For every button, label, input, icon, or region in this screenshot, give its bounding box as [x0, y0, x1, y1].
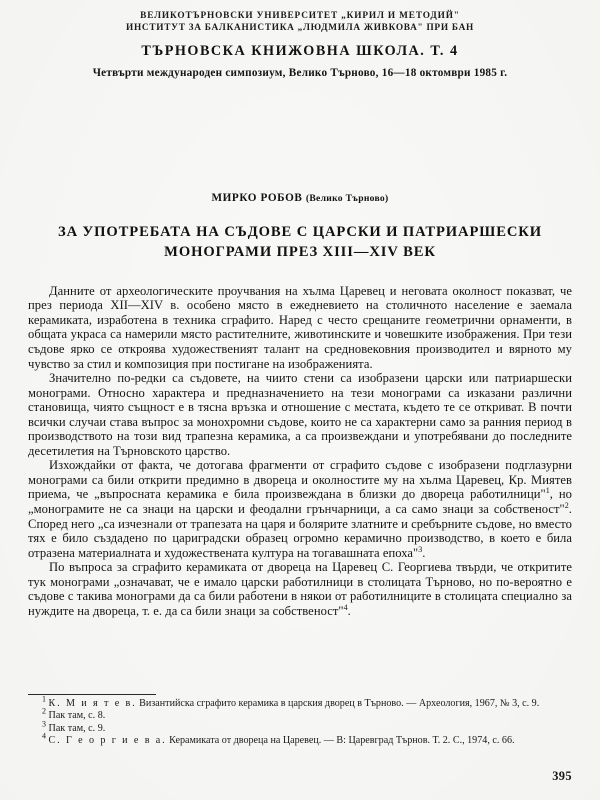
footnote-3-text: Пак там, с. 9.	[48, 722, 106, 734]
author-name: МИРКО РОБОВ	[211, 191, 303, 204]
footnote-4-author: С. Г е о р г и е в а.	[48, 734, 167, 746]
footnote-ref-1[interactable]: 1	[545, 486, 550, 496]
footnote-2-text: Пак там, с. 8.	[48, 710, 106, 722]
paragraph-4-part-a: По въпроса за сграфито керамиката от двореца на Царевец С. Георгиева твърди, че откритите тук монограми „означават, че е имало царски работилници в столицата Търново, но по-вероятно е съдове с такива монограми да са били работени в някои от работилниците в столицата специално за нуждите на двореца, т. е. да са били знаци за собственост"	[28, 560, 572, 618]
paragraph-3-part-b: , но „монограмите не са знаци на царски и феодални грънчарници, а са само знаци за собственост"	[28, 487, 572, 517]
paragraph-4-part-b: .	[347, 603, 351, 618]
footnote-3	[28, 719, 572, 735]
article-author	[28, 192, 572, 204]
symposium-line: Четвърти международен симпозиум, Велико Търново, 16—18 октомври 1985 г.	[92, 66, 508, 79]
footnote-3-marker: 3	[42, 719, 46, 729]
footnote-4	[28, 731, 572, 747]
footnote-ref-4[interactable]: 4	[343, 602, 348, 612]
footnote-1-text: Византийска сграфито керамика в царския дворец в Търново. — Археология, 1967, № 3, с. 9.	[136, 698, 540, 709]
footnote-2-marker: 2	[42, 706, 46, 716]
running-head-line-1: ВЕЛИКОТЪРНОВСКИ УНИВЕРСИТЕТ „КИРИЛ И МЕТОДИЙ"	[140, 11, 460, 21]
footnote-ref-3[interactable]: 3	[418, 544, 423, 554]
paragraph-3-part-c: . Според него „са изчезнали от трапезата на царя и болярите златните и сребърните съдове, но вместо тях е било създадено по цариградски образец огромно керамично производство, в което е била отразена материалната и художествената култура на тогавашната епоха"	[28, 502, 572, 560]
footnote-separator-rule	[28, 694, 156, 695]
footnote-ref-2[interactable]: 2	[564, 500, 569, 510]
footnote-1-author: К. М и я т е в.	[48, 698, 137, 709]
article-title-line-1: ЗА УПОТРЕБАТА НА СЪДОВЕ С ЦАРСКИ И ПАТРИАРШЕСКИ	[57, 223, 543, 240]
paragraph-3	[28, 458, 572, 560]
footnote-4-text: Керамиката от двореца на Царевец. — В: Царевград Търнов. Т. 2. С., 1974, с. 66.	[166, 734, 515, 746]
running-head	[28, 10, 572, 35]
running-head-line-2: ИНСТИТУТ ЗА БАЛКАНИСТИКА „ЛЮДМИЛА ЖИВКОВА" ПРИ БАН	[126, 23, 474, 34]
paragraph-3-part-d: .	[422, 545, 426, 560]
footnote-2	[28, 706, 572, 722]
footnote-1	[28, 694, 572, 710]
page-number: 395	[552, 769, 572, 783]
paragraph-3-part-a: Изхождайки от факта, че дотогава фрагменти от сграфито съдове с изобразени подглазурни монограми са били открити предимно в двореца и околностите му на хълма Царевец, Кр. Миятев приема, че „въпросната керамика е била произвеждана в близки до двореца работилници"	[28, 458, 572, 502]
footnotes-section	[28, 694, 572, 747]
author-city: (Велико Търново)	[305, 192, 389, 204]
footnote-4-marker: 4	[42, 731, 46, 741]
series-title: ТЪРНОВСКА КНИЖОВНА ШКОЛА. Т. 4	[141, 42, 459, 59]
paragraph-4	[28, 560, 572, 618]
paragraph-2: Значително по-редки са съдовете, на чиито стени са изобразени царски или патриаршески монограми. Относно характера и предназначението на тези монограми са изказани различни становища, чиято същност е в тясна връзка и отношение с местата, където те се откриват. В почти всички случаи става въпрос за монохромни съдове, които не са характерни само за ранния период в производството на този вид трапезна керамика, а са произвеждани и употребявани до последните десетилетия на Търновското царство.	[28, 371, 572, 458]
article-title	[28, 222, 572, 262]
article-title-line-2: МОНОГРАМИ ПРЕЗ XIII—XIV ВЕК	[164, 243, 436, 260]
paragraph-1: Данните от археологическите проучвания на хълма Царевец и неговата околност показват, че през периода XII—XIV в. особено място в ежедневието на столичното население е заемала керамиката, изработена в техника сграфито. Наред с често срещаните геометрични орнаменти, в общата украса са намерили място растителните, животинските и човешките изображения. При тези съдове ярко се откроява художественият талант на средновековния производител и вярното му чувство за стил и композиция при постигане на изображенията.	[28, 283, 572, 371]
article-body	[28, 284, 572, 619]
footnote-1-marker: 1	[42, 694, 46, 704]
